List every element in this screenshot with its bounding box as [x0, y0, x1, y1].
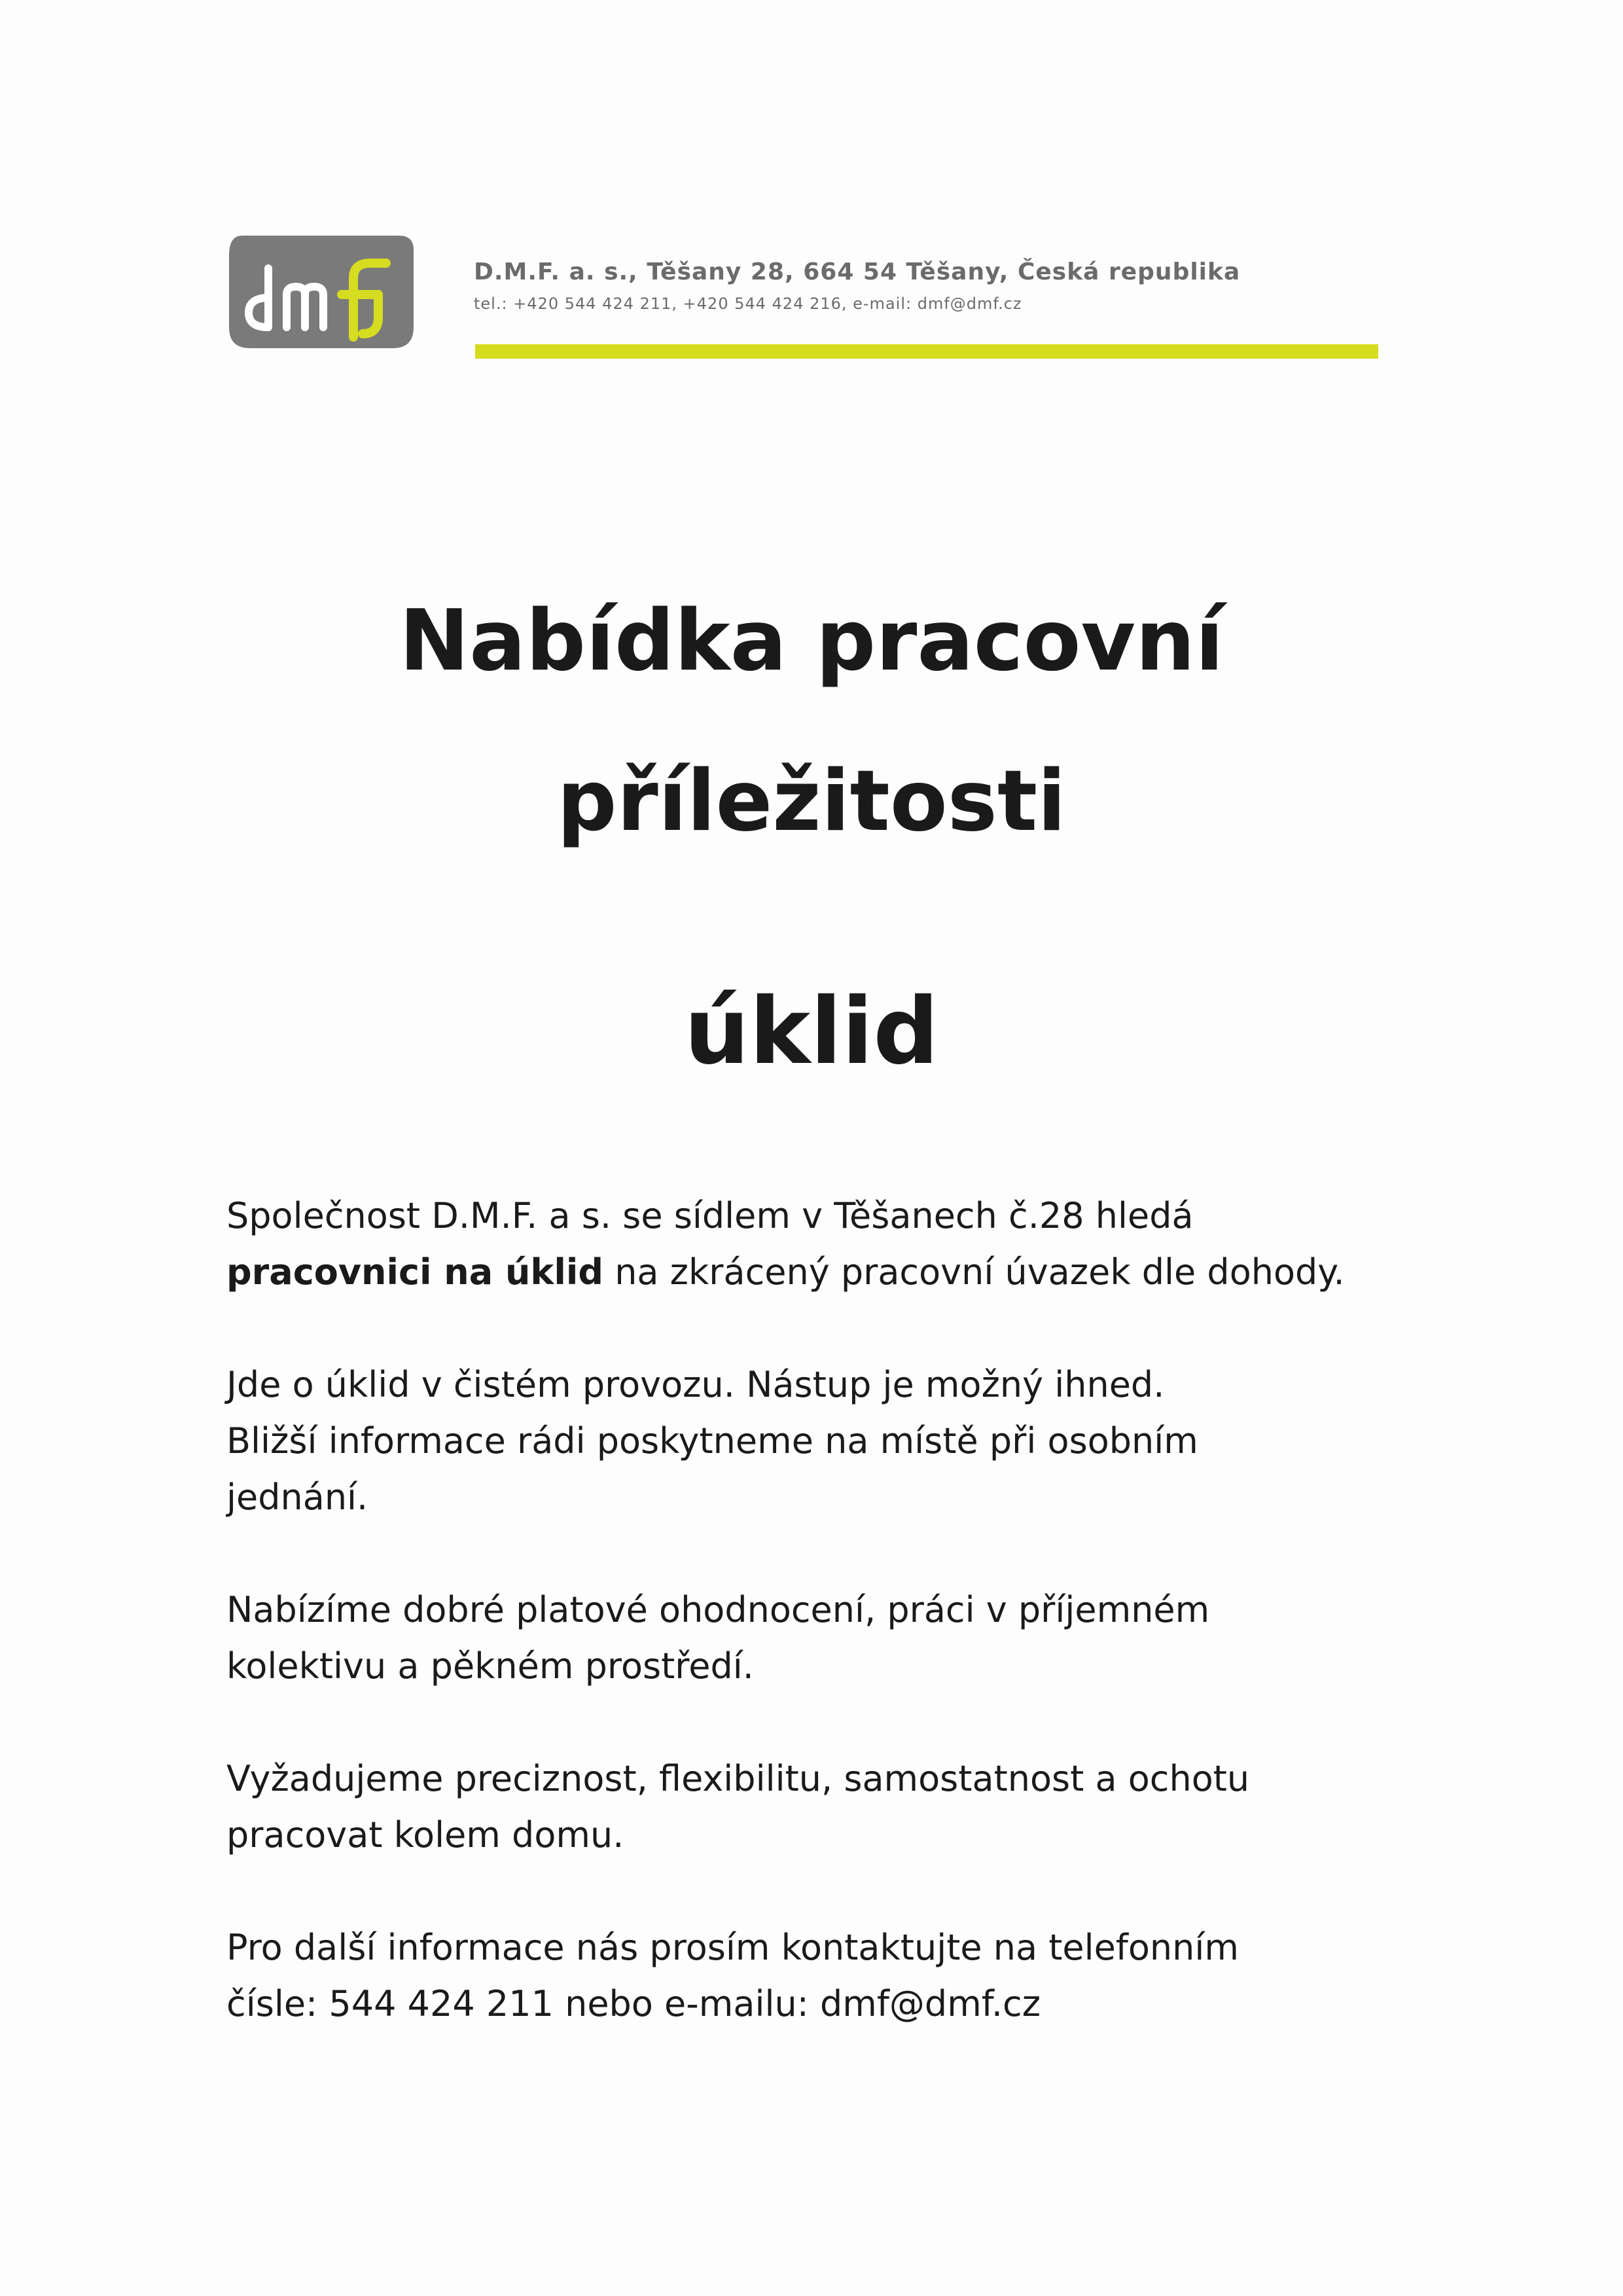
page-title-line-2: příležitosti — [556, 753, 1067, 850]
intro-line-2 — [226, 1244, 1404, 1300]
conditions-line-2: Bližší informace rádi poskytneme na místě při osobním — [226, 1420, 1198, 1462]
requirements-line-1: Vyžadujeme preciznost, flexibilitu, samostatnost a ochotu — [226, 1758, 1250, 1799]
page-title-line-1: Nabídka pracovní — [399, 592, 1224, 690]
job-position-title: úklid — [684, 978, 939, 1085]
offer-line-1: Nabízíme dobré platové ohodnocení, práci v příjemném — [226, 1589, 1210, 1630]
paragraph-requirements — [226, 1751, 1404, 1863]
dmf-logo — [223, 229, 419, 353]
header-accent-bar — [475, 344, 1378, 359]
paragraph-contact — [226, 1920, 1404, 2032]
company-address: D.M.F. a. s., Těšany 28, 664 54 Těšany, Česká republika — [474, 259, 1241, 285]
intro-line-1: Společnost D.M.F. a s. se sídlem v Těšanech č.28 hledá — [226, 1195, 1194, 1236]
paragraph-offer — [226, 1582, 1404, 1695]
job-description — [226, 1188, 1404, 2089]
conditions-line-1: Jde o úklid v čistém provozu. Nástup je možný ihned. — [226, 1364, 1165, 1405]
company-contact: tel.: +420 544 424 211, +420 544 424 216, e-mail: dmf@dmf.cz — [474, 295, 1022, 313]
conditions-line-3: jednání. — [226, 1477, 368, 1518]
contact-line-2: čísle: 544 424 211 nebo e-mailu: dmf@dmf.cz — [226, 1983, 1041, 2024]
position-highlight: pracovnici na úklid — [226, 1251, 604, 1293]
offer-line-2: kolektivu a pěkném prostředí. — [226, 1645, 754, 1687]
paragraph-intro — [226, 1188, 1404, 1300]
intro-line-2-rest: na zkrácený pracovní úvazek dle dohody. — [603, 1251, 1345, 1293]
contact-line-1: Pro další informace nás prosím kontaktujte na telefonním — [226, 1927, 1239, 1968]
paragraph-conditions — [226, 1357, 1404, 1526]
letterhead-text — [474, 259, 1240, 313]
requirements-line-2: pracovat kolem domu. — [226, 1814, 624, 1856]
